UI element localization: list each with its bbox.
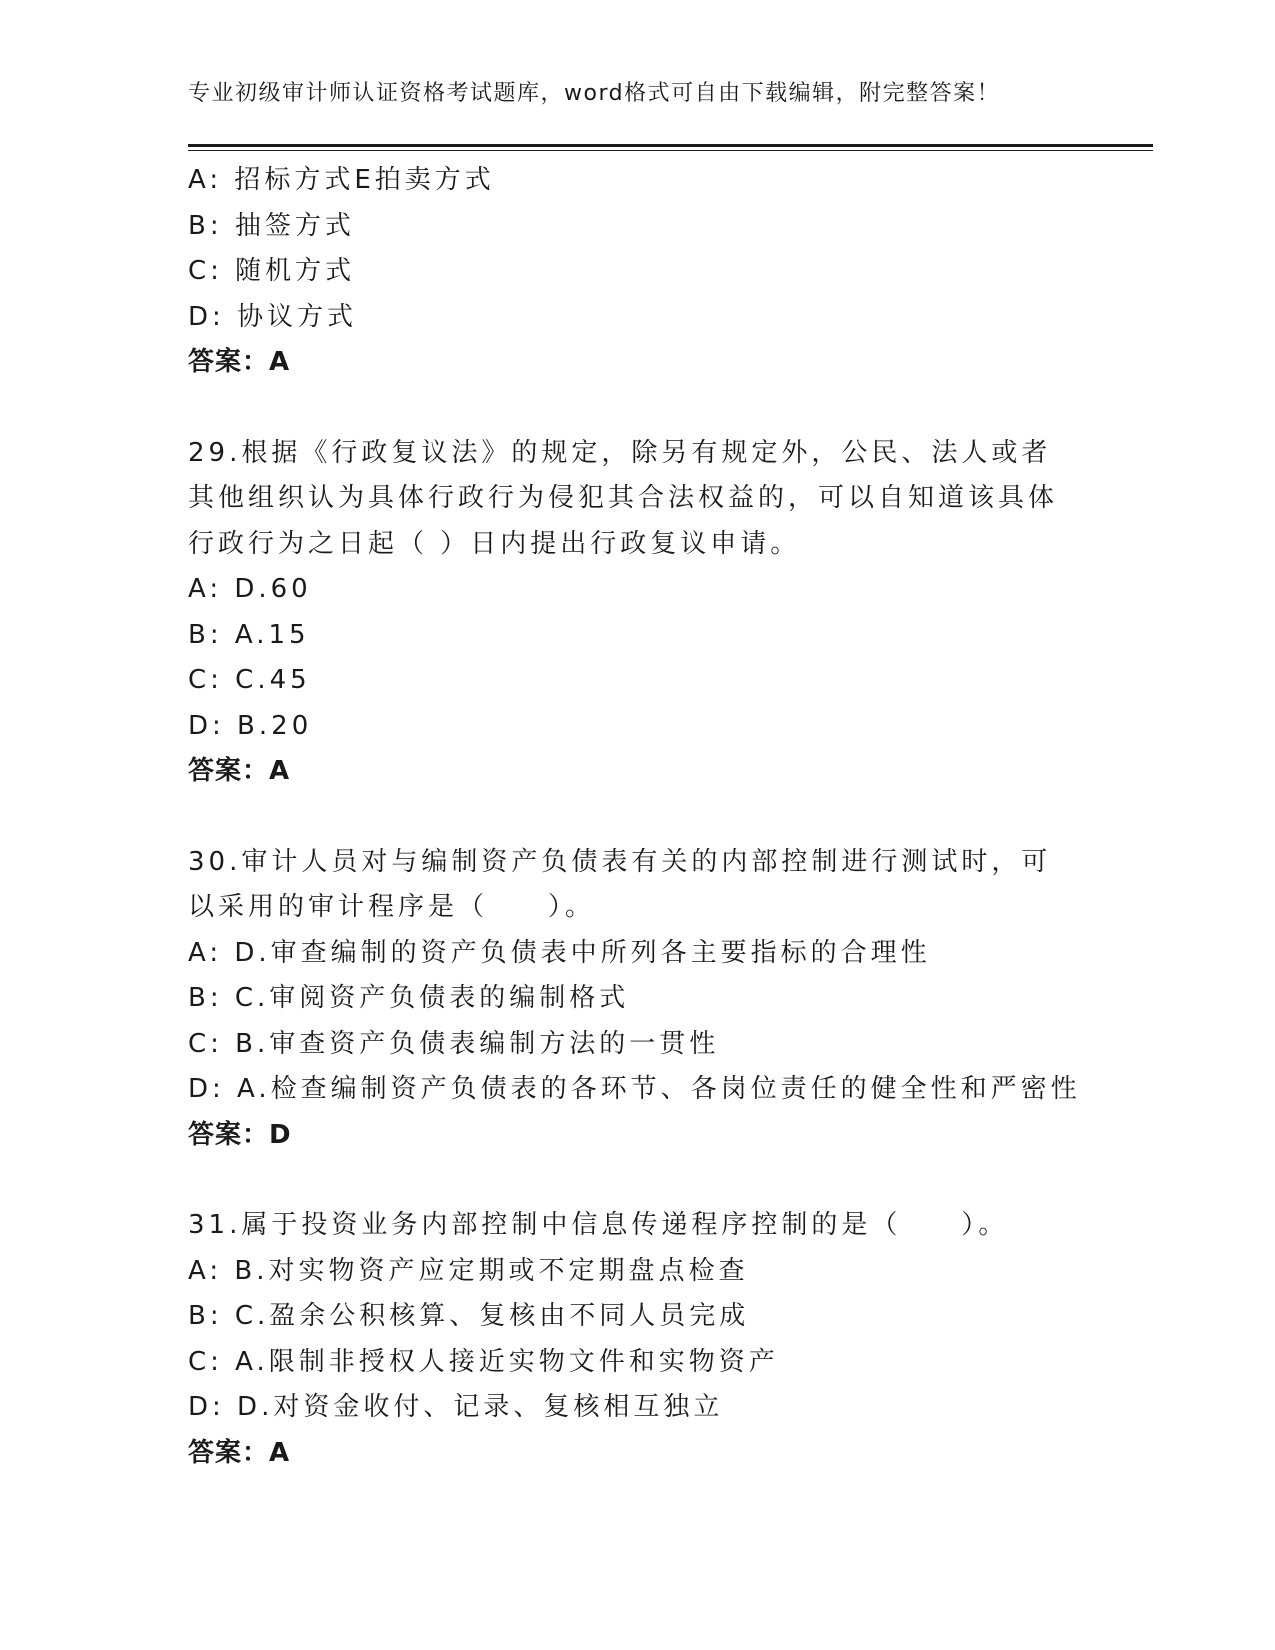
spacer [188, 386, 1078, 431]
question-28 [188, 158, 1078, 386]
option-a: A: D.审查编制的资产负债表中所列各主要指标的合理性 [188, 937, 931, 968]
question-stem: 30.审计人员对与编制资产负债表有关的内部控制进行测试时，可以采用的审计程序是（ ）。 [188, 846, 1052, 922]
option-d: D: D.对资金收付、记录、复核相互独立 [188, 1392, 724, 1422]
header-rule-thin [188, 150, 1153, 151]
spacer [188, 795, 1078, 840]
option-c: C: A.限制非授权人接近实物文件和实物资产 [188, 1346, 779, 1377]
page-header: 专业初级审计师认证资格考试题库，word格式可自由下载编辑，附完整答案！ [188, 81, 1001, 106]
option-c: C: C.45 [188, 665, 311, 695]
question-stem: 29.根据《行政复议法》的规定，除另有规定外，公民、法人或者其他组织认为具体行政行为侵犯其合法权益的，可以自知道该具体行政行为之日起（ ）日内提出行政复议申请。 [188, 437, 1059, 559]
option-c: C: B.审查资产负债表编制方法的一贯性 [188, 1028, 720, 1059]
option-b: B: 抽签方式 [188, 210, 355, 241]
question-30 [188, 840, 1081, 1159]
answer: 答案：D [188, 1119, 292, 1150]
option-b: B: C.审阅资产负债表的编制格式 [188, 983, 630, 1013]
spacer [188, 1158, 1078, 1203]
option-b: B: A.15 [188, 619, 310, 650]
option-d: D: B.20 [188, 710, 313, 741]
option-d: D: A.检查编制资产负债表的各环节、各岗位责任的健全性和严密性 [188, 1074, 1081, 1104]
question-31 [188, 1203, 1078, 1476]
option-a: A: D.60 [188, 574, 312, 604]
option-a: A: 招标方式E拍卖方式 [188, 165, 495, 195]
option-b: B: C.盈余公积核算、复核由不同人员完成 [188, 1301, 750, 1331]
question-list [188, 158, 1081, 1476]
question-stem: 31.属于投资业务内部控制中信息传递程序控制的是（ ）。 [188, 1210, 1009, 1240]
option-c: C: 随机方式 [188, 256, 356, 286]
header-rule-thick [188, 144, 1153, 147]
question-29 [188, 431, 1078, 795]
option-a: A: B.对实物资产应定期或不定期盘点检查 [188, 1255, 749, 1286]
answer: 答案：A [188, 347, 291, 377]
answer: 答案：A [188, 1437, 291, 1468]
answer: 答案：A [188, 756, 291, 786]
option-d: D: 协议方式 [188, 301, 358, 332]
